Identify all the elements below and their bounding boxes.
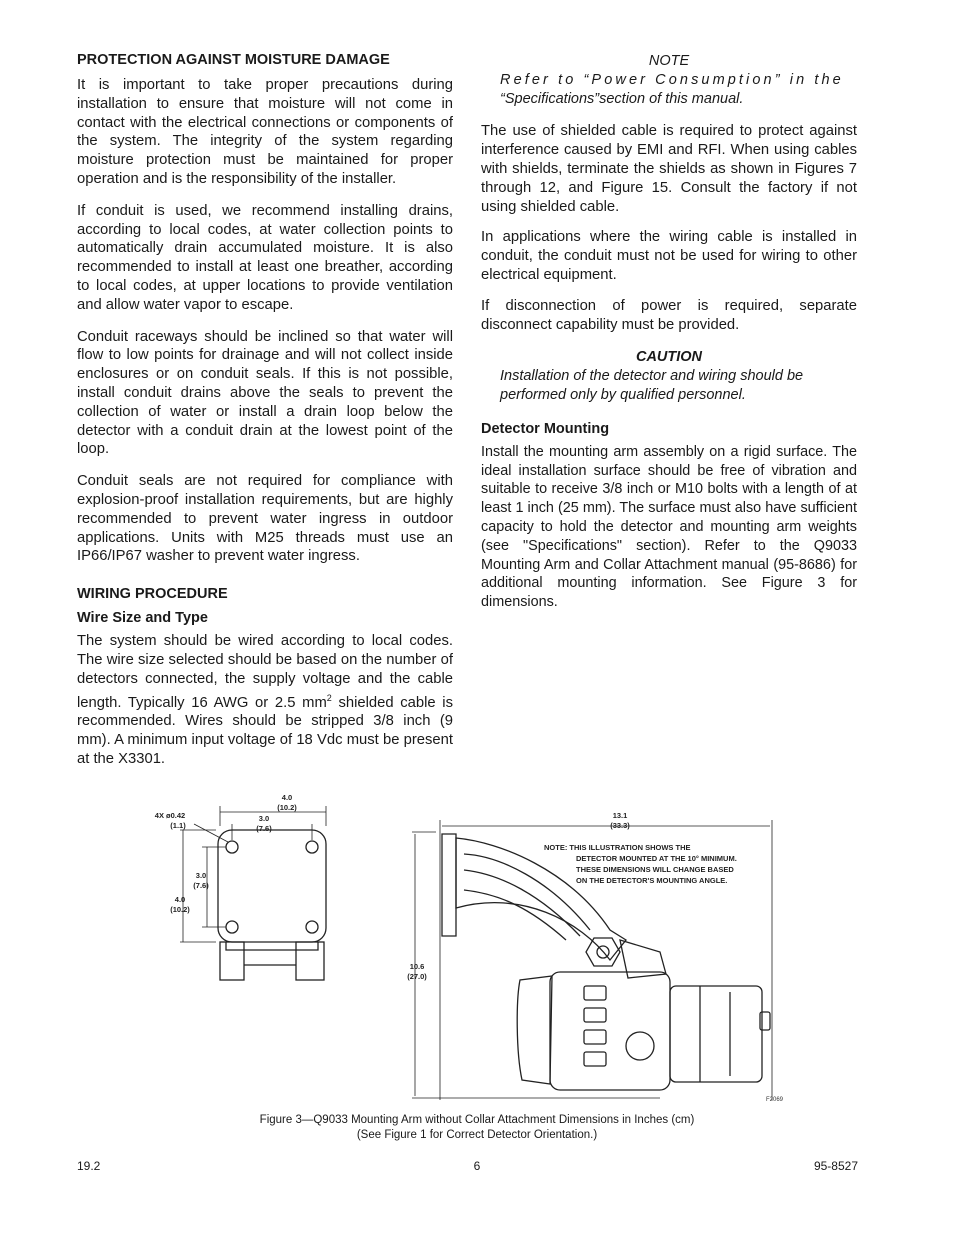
detector-conduit-entry [626, 1032, 654, 1060]
dim-holes-cm: (1.1) [170, 821, 186, 830]
dim-top-inner-cm: (7.6) [256, 824, 272, 833]
caption-line-1: Figure 3—Q9033 Mounting Arm without Collar Attachment Dimensions in Inches (cm) [259, 1114, 695, 1126]
dim-top-inner-label: 3.0 [258, 814, 270, 823]
caution-body: Installation of the detector and wiring should be performed only by qualified personnel. [500, 368, 804, 403]
figure-note-line-4: ON THE DETECTOR'S MOUNTING ANGLE. [576, 876, 728, 885]
bracket-foot-right [296, 942, 324, 980]
wire-size-text-a: The system should be wired according to local codes. The wire size selected should be based on the number of detectors connected, the supply voltage and the cable length. Typically 16 AWG or 2.5 mm [77, 633, 453, 711]
figure-code: F2069 [766, 1097, 784, 1103]
subheading-wire-size: Wire Size and Type [77, 610, 208, 627]
heading-moisture-protection: PROTECTION AGAINST MOISTURE DAMAGE [77, 52, 390, 68]
dim-side-outer-cm: (10.2) [170, 905, 190, 914]
figure-caption [0, 1113, 954, 1143]
mounting-arm-base [442, 834, 456, 936]
mounting-hole-bottom-right [306, 921, 318, 933]
note-title: NOTE [648, 53, 690, 69]
mounting-hole-bottom-left [226, 921, 238, 933]
note-body [500, 71, 857, 109]
paragraph-conduit-drains: If conduit is used, we recommend installing drains, according to local codes, at water collection points to automatically drain accumulated moisture. It is also recommended to install at least one breather, according to local codes, at upper locations to provide ventilation and allow water vapor to escape. [77, 202, 453, 313]
superscript-two: 2 [326, 692, 332, 703]
dim-top-outer-cm: (10.2) [277, 803, 297, 812]
figure-note-line-1: NOTE: THIS ILLUSTRATION SHOWS THE [544, 843, 691, 852]
caption-line-2: (See Figure 1 for Correct Detector Orientation.) [356, 1129, 598, 1141]
figure-mounting-arm-dimensions [140, 790, 800, 1110]
figure-note-line-3: THESE DIMENSIONS WILL CHANGE BASED [576, 865, 734, 874]
paragraph-wire-size [77, 632, 453, 769]
subheading-detector-mounting: Detector Mounting [481, 420, 610, 437]
dim-width-label: 13.1 [612, 811, 628, 820]
footer-revision: 19.2 [77, 1159, 101, 1173]
footer-page-number: 6 [473, 1159, 481, 1173]
paragraph-detector-mounting: Install the mounting arm assembly on a rigid surface. The ideal installation surface should be free of vibration and suitable to receive 3/8 inch or M10 bolts with a length of at least 1 inch (25 mm). The surface must also have sufficient capacity to hold the detector and mounting arm weights (see "Specifications" section). Refer to the Q9033 Mounting Arm and Collar Attachment manual (95-8686) for additional mounting information. See Figure 3 for dimensions. [481, 443, 857, 611]
paragraph-shielded-cable: The use of shielded cable is required to protect against interference caused by EMI and RFI. When using cables with shields, terminate the shields as shown in Figures 7 through 12, and Figure 15. Consult the factory if not using shielded cable. [481, 123, 857, 215]
heading-wiring-procedure: WIRING PROCEDURE [77, 586, 228, 603]
left-column [77, 52, 453, 782]
paragraph-conduit-wiring: In applications where the wiring cable is installed in conduit, the conduit must not be used for wiring to other electrical equipment. [481, 229, 857, 283]
bracket-plate-outline [218, 830, 326, 942]
detector-rear-cap [517, 976, 552, 1084]
mounting-hole-top-left [226, 841, 238, 853]
bracket-foot-left [220, 942, 244, 980]
detector-front-housing [670, 986, 762, 1082]
figure-note-line-2: DETECTOR MOUNTED AT THE 10° MINIMUM. [576, 854, 737, 863]
note-line-2: “Specifications”section of this manual. [500, 90, 744, 107]
caution-title: CAUTION [635, 349, 703, 366]
dim-height-cm: (27.0) [407, 972, 427, 981]
dim-height-label: 10.6 [409, 962, 425, 971]
dim-side-outer-label: 4.0 [174, 895, 186, 904]
dim-holes-label: 4X ø0.42 [154, 811, 186, 820]
right-column [481, 52, 857, 624]
paragraph-moisture-intro: It is important to take proper precautions during installation to ensure that moisture will not come in contact with the electrical connections or components of the system. The integrity of the system regarding moisture protection must be maintained for proper operation and is the responsibility of the installer. [77, 77, 453, 187]
dim-width-cm: (33.3) [610, 821, 630, 830]
mounting-hole-top-right [306, 841, 318, 853]
dim-top-outer-label: 4.0 [281, 793, 293, 802]
paragraph-conduit-raceways: Conduit raceways should be inclined so that water will flow to low points for drainage and will not collect inside enclosures or on conduit seals. If this is not possible, install conduit drains above the seals to prevent the collection of water or install a drain loop below the detector with a conduit drain at the lowest point of the loop. [77, 328, 453, 458]
wire-size-text-b: shielded cable is recommended. Wires should be stripped 3/8 inch (9 mm). A minimum input voltage of 18 Vdc must be present at the X3301. [77, 694, 453, 767]
paragraph-conduit-seals: Conduit seals are not required for compliance with explosion-proof installation requirements, but are highly recommended to prevent water ingress in outdoor applications. Units with M25 threads must use an IP66/IP67 washer to prevent water ingress. [77, 473, 453, 565]
dim-side-inner-label: 3.0 [195, 871, 207, 880]
paragraph-disconnect: If disconnection of power is required, separate disconnect capability must be provided. [481, 297, 857, 333]
bracket-lower-lip [226, 942, 318, 950]
note-line-1: Refer to “Power Consumption” in the [500, 71, 844, 88]
footer-document-number: 95-8527 [813, 1159, 858, 1173]
detector-body [550, 972, 670, 1090]
dim-side-inner-cm: (7.6) [193, 881, 209, 890]
